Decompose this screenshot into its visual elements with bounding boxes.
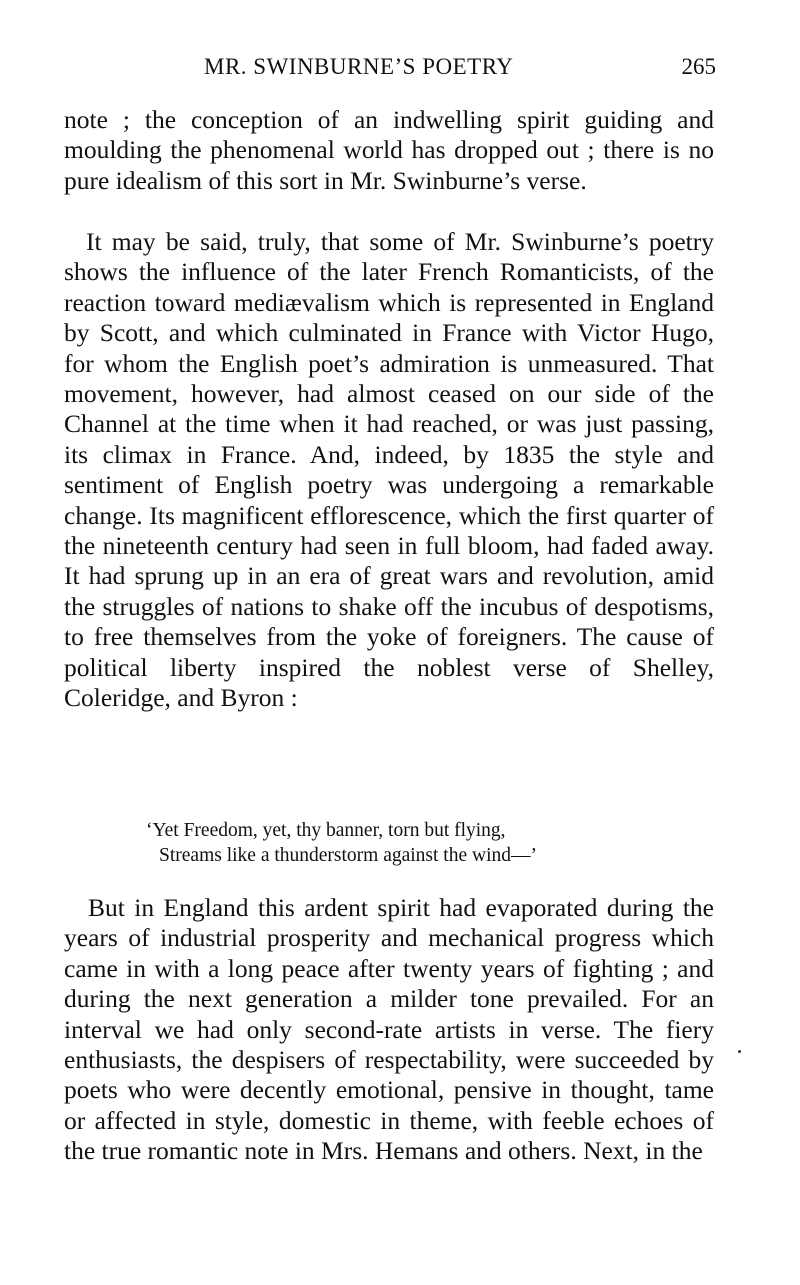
paragraph-3-text: But in England this ardent spirit had evaporated during the years of industrial prosperity and mechanical progress which came in with a long peace after twenty years of fighting ; and during the next generation a milder tone prevailed. For an interval we had only second-rate artists in verse. The fiery enthusiasts, the despisers of respectability, were succeeded by poets who were decently emotional, pensive in thought, tame or affected in style, domestic in theme, with feeble echoes of the true romantic note in Mrs. Hemans and others. Next, in the [64, 893, 714, 1166]
paragraph-romanticists [64, 227, 714, 714]
quote-line-1: ‘Yet Freedom, yet, thy banner, torn but flying, [146, 820, 506, 841]
verse-quotation [146, 818, 646, 868]
running-head [64, 54, 716, 88]
paragraph-2-text: It may be said, truly, that some of Mr. Swinburne’s poetry shows the influence of the later French Romanticists, of the reaction toward mediævalism which is represented in England by Scott, and which culminated in France with Victor Hugo, for whom the English poet’s admiration is unmeasured. That movement, however, had almost ceased on our side of the Channel at the time when it had reached, or was just passing, its climax in France. And, indeed, by 1835 the style and sentiment of English poetry was undergoing a remarkable change. Its magnificent efflorescence, which the first quarter of the nineteenth century had seen in full bloom, had faded away. It had sprung up in an era of great wars and revolution, amid the struggles of nations to shake off the incubus of despotisms, to free themselves from the yoke of foreigners. The cause of political liberty inspired the noblest verse of Shelley, Coleridge, and Byron : [64, 227, 714, 713]
paragraph-continued [64, 105, 714, 196]
page-number: 265 [681, 54, 716, 79]
running-title: MR. SWINBURNE’S POETRY [204, 54, 514, 79]
print-speck [738, 1050, 741, 1053]
paragraph-england [64, 893, 714, 1167]
quote-line-2: Streams like a thunderstorm against the wind—’ [159, 845, 538, 866]
paragraph-1-text: note ; the conception of an indwelling spirit guiding and moulding the phenomenal world has dropped out ; there is no pure idealism of this sort in Mr. Swinburne’s verse. [64, 105, 714, 195]
